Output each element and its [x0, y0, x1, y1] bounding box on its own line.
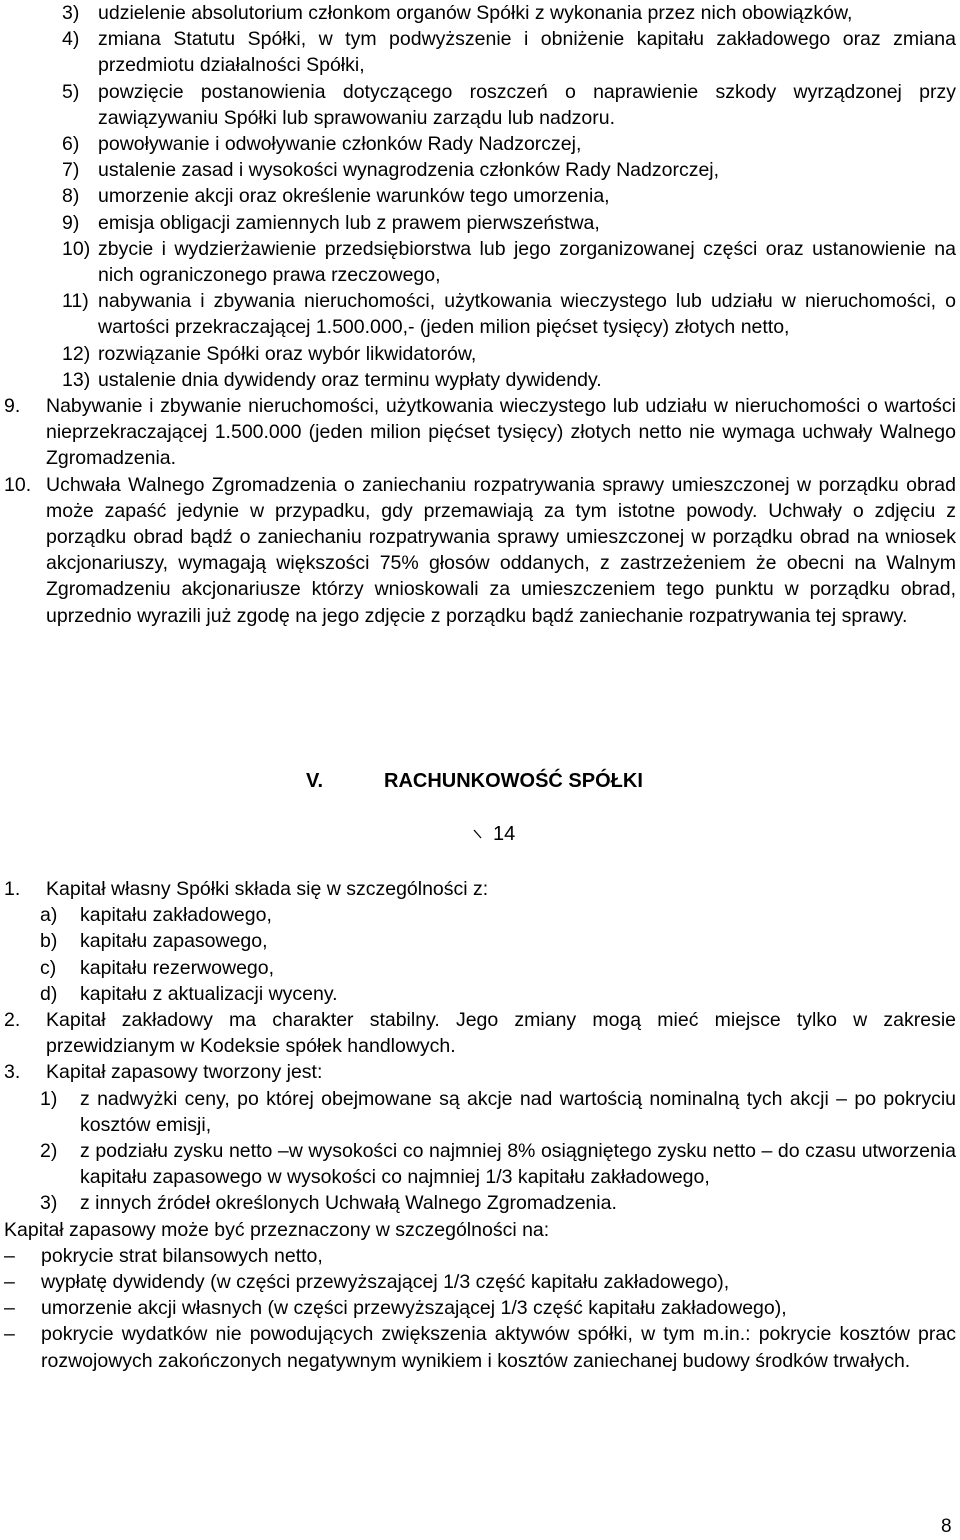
list-item-text: powzięcie postanowienia dotyczącego roszczeń o naprawienie szkody wyrządzonej przy zawiązywaniu Spółki lub sprawowaniu zarządu lub nadzoru. [98, 80, 956, 129]
reserve-item-number: 2) [40, 1140, 58, 1163]
point-number: 9. [4, 395, 21, 418]
reserve-use-intro: Kapitał zapasowy może być przeznaczony w szczególności na: [4, 1218, 550, 1241]
dash-bullet: – [4, 1297, 15, 1320]
list-item-number: 3) [62, 2, 80, 24]
numbered-point [4, 1059, 956, 1085]
reserve-use-item [4, 1295, 956, 1321]
reserve-use-text: umorzenie akcji własnych (w części przewyższającej 1/3 część kapitału zakładowego), [41, 1297, 787, 1320]
capital-item-letter: a) [40, 904, 58, 927]
numbered-point [4, 876, 956, 902]
list-item-text: ustalenie zasad i wysokości wynagrodzenia członków Rady Nadzorczej, [98, 159, 720, 182]
list-item-number: 8) [62, 185, 80, 208]
section-title: RACHUNKOWOŚĆ SPÓŁKI [384, 770, 643, 792]
capital-item-letter: d) [40, 982, 58, 1005]
list-item [62, 79, 956, 131]
reserve-use-item [4, 1269, 956, 1295]
reserve-item-text: z innych źródeł określonych Uchwałą Walnego Zgromadzenia. [80, 1192, 617, 1215]
list-item-text: zbycie i wydzierżawienie przedsiębiorstwa lub jego zorganizowanej części oraz ustanowienie na nich ograniczonego prawa rzeczowego, [98, 237, 956, 287]
list-item-text: zmiana Statutu Spółki, w tym podwyższenie i obniżenie kapitału zakładowego oraz zmiana przedmiotu działalności Spółki, [98, 28, 956, 77]
list-item-number: 10) [62, 237, 91, 260]
capital-item-text: kapitału zakładowego, [80, 904, 272, 927]
list-item-text: ustalenie dnia dywidendy oraz terminu wypłaty dywidendy. [98, 368, 602, 391]
capital-item-letter: c) [40, 956, 57, 979]
list-item [62, 0, 956, 26]
paragraph-sign-icon [473, 827, 487, 841]
capital-item-text: kapitału z aktualizacji wyceny. [80, 982, 338, 1005]
paragraph-number: 14 [493, 823, 516, 845]
capital-item [40, 955, 956, 981]
list-item [62, 367, 956, 393]
point-text: Uchwała Walnego Zgromadzenia o zaniechaniu rozpatrywania sprawy umieszczonej w porządku obrad może zapaść jedynie w przypadku, gdy przemawiają za tym istotne powody. Uchwały o zdjęciu z porządku obrad bądź o zaniechaniu rozpatrywania sprawy umieszczonej w porządku obrad na wniosek akcjonariuszy, wymagają większości 75% głosów oddanych, z zastrzeżeniem że obecni na Walnym Zgromadzeniu akcjonariusze którzy wnioskowali za umieszczeniem tego punktu w porządku obrad, uprzednio wyrazili już zgodę na jego zdjęcie z porządku bądź zaniechanie rozpatrywania tej sprawy. [46, 473, 956, 627]
list-item [62, 131, 956, 157]
numbered-point [4, 393, 956, 472]
list-item-number: 11) [62, 290, 89, 313]
list-item-number: 5) [62, 80, 80, 103]
list-item [62, 210, 956, 236]
list-item [62, 236, 956, 288]
list-item [62, 26, 956, 78]
list-item-number: 9) [62, 211, 80, 234]
point-text: Nabywanie i zbywanie nieruchomości, użytkowania wieczystego lub udziału w nieruchomości o wartości nieprzekraczającej 1.500.000 (jeden milion pięćset tysięcy) złotych netto nie wymaga uchwały Walnego Zgromadzenia. [46, 395, 956, 470]
reserve-use-text: pokrycie wydatków nie powodujących zwiększenia aktywów spółki, w tym m.in.: pokrycie kosztów prac rozwojowych zakończonych negatywnym wynikiem i kosztów zaniechanej budowy środków trwałych. [41, 1323, 956, 1372]
list-item-number: 7) [62, 159, 80, 182]
capital-item-letter: b) [40, 930, 58, 953]
reserve-use-text: wypłatę dywidendy (w części przewyższającej 1/3 część kapitału zakładowego), [41, 1271, 730, 1294]
point-number: 2. [4, 1009, 21, 1032]
list-item-text: udzielenie absolutorium członkom organów Spółki z wykonania przez nich obowiązków, [98, 2, 853, 24]
capital-item-text: kapitału zapasowego, [80, 930, 268, 953]
list-item-number: 4) [62, 28, 80, 51]
reserve-item-text: z nadwyżki ceny, po której obejmowane są akcje nad wartością nominalną tych akcji – po pokryciu kosztów emisji, [80, 1087, 956, 1136]
list-item-number: 12) [62, 342, 91, 365]
list-item-text: powoływanie i odwoływanie członków Rady Nadzorczej, [98, 133, 582, 156]
reserve-item-text: z podziału zysku netto –w wysokości co najmniej 8% osiągniętego zysku netto – do czasu utworzenia kapitału zapasowego w wysokości co najmniej 1/3 kapitału zakładowego, [80, 1140, 956, 1189]
point-number: 10. [4, 473, 32, 496]
reserve-item [40, 1086, 956, 1138]
reserve-item [40, 1190, 956, 1216]
list-item-number: 6) [62, 133, 80, 156]
capital-item [40, 902, 956, 928]
section-number: V. [306, 770, 324, 792]
dash-bullet: – [4, 1244, 15, 1267]
reserve-item [40, 1138, 956, 1190]
list-item-text: emisja obligacji zamiennych lub z prawem pierwszeństwa, [98, 211, 600, 234]
point-text: Kapitał zapasowy tworzony jest: [46, 1061, 323, 1084]
point-text: Kapitał zakładowy ma charakter stabilny. Jego zmiany mogą mieć miejsce tylko w zakresie przewidzianym w Kodeksie spółek handlowych. [46, 1009, 956, 1058]
point-number: 1. [4, 878, 21, 900]
list-item [62, 288, 956, 340]
reserve-use-text: pokrycie strat bilansowych netto, [41, 1244, 323, 1267]
list-item-number: 13) [62, 368, 91, 391]
point-number: 3. [4, 1061, 21, 1084]
resolution-list [0, 0, 960, 629]
capital-item-text: kapitału rezerwowego, [80, 956, 275, 979]
list-item-text: nabywania i zbywania nieruchomości, użytkowania wieczystego lub udziału w nieruchomości, o wartości przekraczającej 1.500.000,- (jeden milion pięćset tysięcy) złotych netto, [98, 290, 956, 339]
list-item [62, 341, 956, 367]
dash-bullet: – [4, 1323, 15, 1346]
list-item-text: rozwiązanie Spółki oraz wybór likwidatorów, [98, 342, 477, 365]
list-item-text: umorzenie akcji oraz określenie warunków tego umorzenia, [98, 185, 610, 208]
dash-bullet: – [4, 1271, 15, 1294]
reserve-item-number: 3) [40, 1192, 58, 1215]
list-item [62, 157, 956, 183]
capital-item [40, 981, 956, 1007]
reserve-item-number: 1) [40, 1087, 58, 1110]
capital-item [40, 928, 956, 954]
paragraph-marker [473, 821, 515, 847]
page-number: 8 [941, 1516, 952, 1537]
numbered-point [4, 472, 956, 629]
reserve-use-item [4, 1321, 956, 1373]
point-text: Kapitał własny Spółki składa się w szczególności z: [46, 878, 489, 900]
list-item [62, 183, 956, 209]
capital-section [0, 876, 960, 1374]
reserve-use-item [4, 1243, 956, 1269]
numbered-point [4, 1007, 956, 1059]
